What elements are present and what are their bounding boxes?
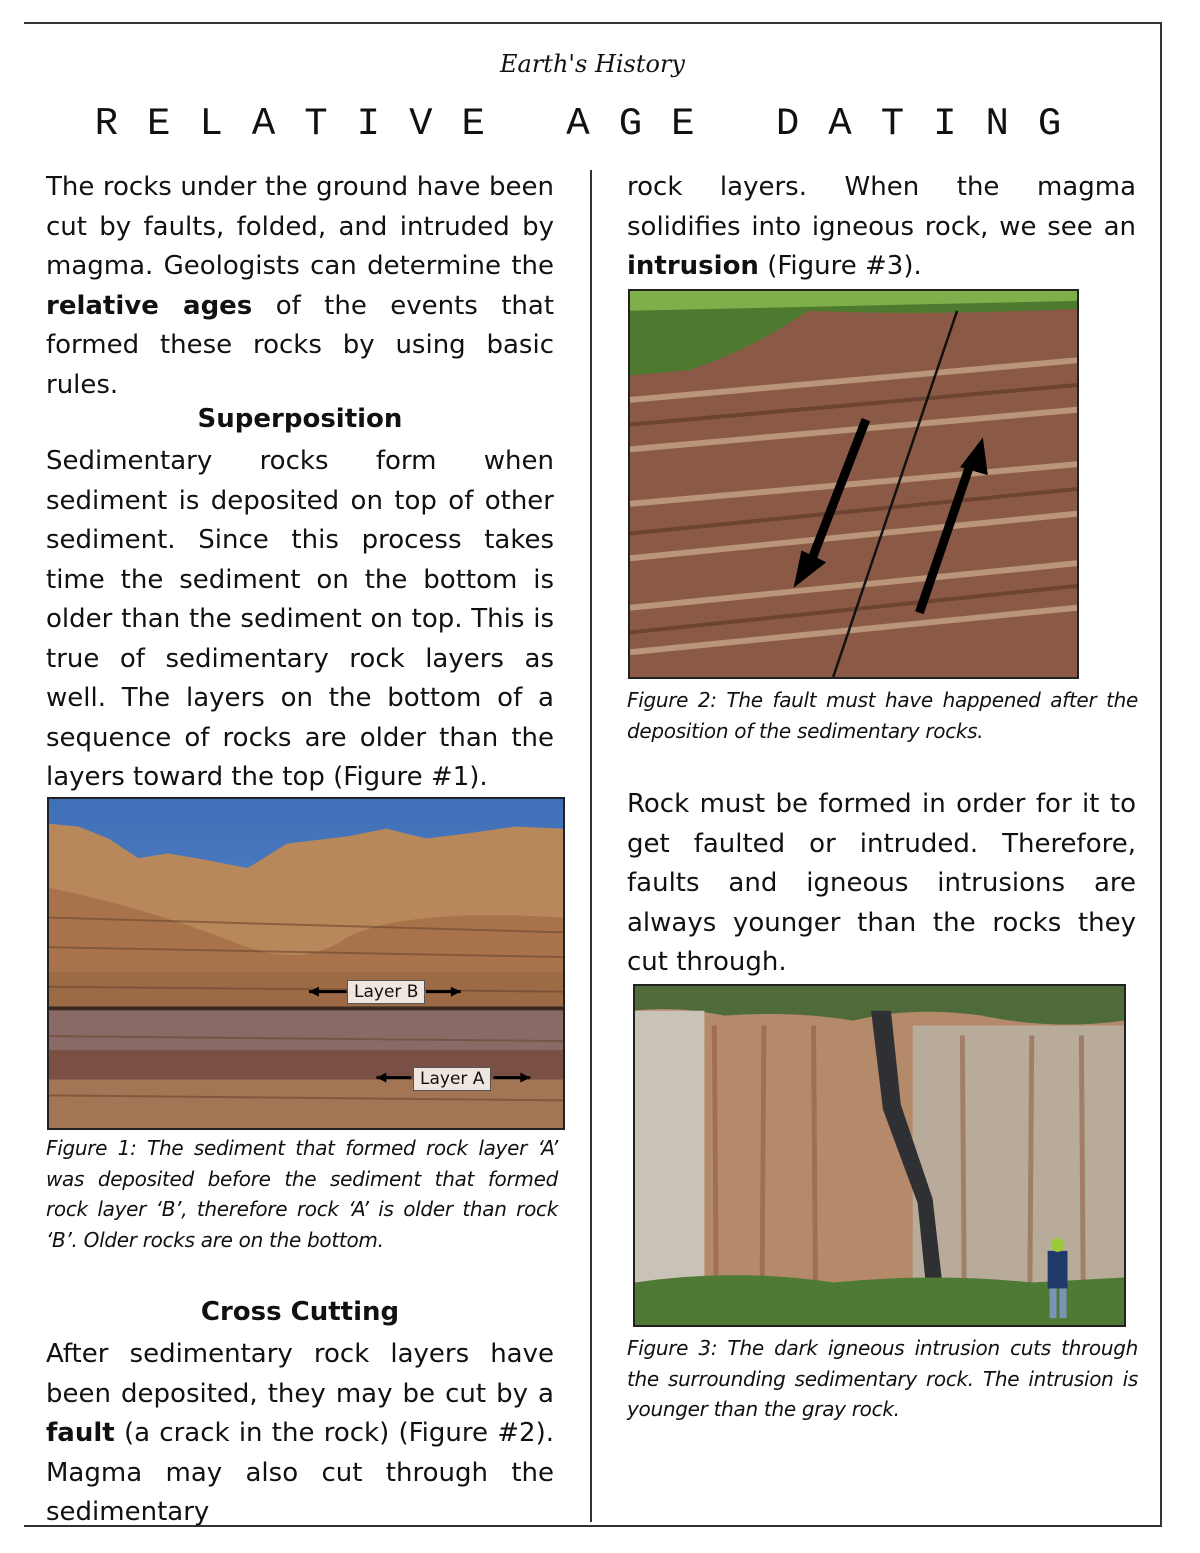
series-title: Earth's History — [500, 50, 685, 78]
figure3-image — [635, 986, 1124, 1325]
column-divider — [590, 170, 592, 1522]
layer-a-label: Layer A — [413, 1067, 491, 1091]
page-border-top — [24, 22, 1162, 24]
layer-b-label: Layer B — [347, 980, 425, 1004]
superposition-paragraph: Sedimentary rocks form when sediment is deposited on top of other sediment. Since this process takes time the sediment on the bottom is older than the sediment on top. This is true of sedimentary rock layers as well. The layers on the bottom of a sequence of rocks are older than the layers toward the top (Figure #1). — [46, 446, 554, 792]
figure1-caption: Figure 1: The sediment that formed rock layer ‘A’ was deposited before the sediment that formed rock layer ‘B’, therefore rock ‘A’ is older than rock ‘B’. Older rocks are on the bottom. — [46, 1136, 558, 1252]
intrusion-term: intrusion — [627, 251, 759, 281]
intrusion-paragraph — [627, 168, 1136, 287]
figure1-photo — [47, 797, 565, 1130]
fault-term: fault — [46, 1418, 115, 1448]
page-border-right — [1160, 22, 1162, 1527]
cross-cutting-paragraph — [46, 1335, 554, 1533]
figure2-photo — [628, 289, 1079, 679]
intro-paragraph — [46, 168, 554, 405]
rule-paragraph: Rock must be formed in order for it to get faulted or intruded. Therefore, faults and igneous intrusions are always younger than the rocks they cut through. — [627, 789, 1136, 977]
page-title: RELATIVE AGE DATING — [94, 102, 1091, 146]
intro-text: The rocks under the ground have been cut by faults, folded, and intruded by magma. Geologists can determine the — [46, 172, 554, 281]
figure2-caption: Figure 2: The fault must have happened after the deposition of the sedimentary rocks. — [627, 688, 1138, 743]
cross-cutting-heading: Cross Cutting — [200, 1297, 400, 1327]
figure3-photo — [633, 984, 1126, 1327]
figure3-caption: Figure 3: The dark igneous intrusion cuts through the surrounding sedimentary rock. The intrusion is younger than the gray rock. — [627, 1336, 1138, 1421]
cross-cutting-text: After sedimentary rock layers have been deposited, they may be cut by a — [46, 1339, 554, 1409]
cross-cutting-text-cont: (a crack in the rock) (Figure #2). Magma may also cut through the sedimentary — [46, 1418, 554, 1527]
intrusion-text-end: (Figure #3). — [758, 251, 922, 281]
intro-text-end: of the events that formed these rocks by using basic rules. — [46, 290, 555, 400]
figure2-image — [630, 291, 1077, 677]
intro-bold-term: relative ages — [46, 290, 253, 321]
intrusion-text: rock layers. When the magma solidifies into igneous rock, we see an — [627, 172, 1136, 242]
superposition-heading: Superposition — [197, 404, 403, 434]
